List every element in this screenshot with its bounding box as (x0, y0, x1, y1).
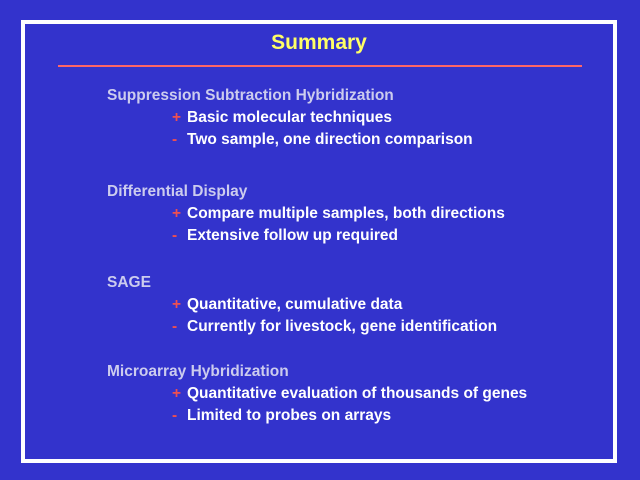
section-differential-display (107, 181, 607, 247)
section-heading: Microarray Hybridization (107, 363, 289, 380)
plus-icon: + (172, 385, 182, 402)
con-bullet (107, 316, 607, 338)
slide-title: Summary (271, 31, 367, 54)
con-text: Extensive follow up required (187, 227, 399, 244)
pro-text: Compare multiple samples, both directions (187, 205, 505, 222)
minus-icon: - (172, 227, 178, 244)
minus-icon: - (172, 131, 178, 148)
pro-bullet (107, 203, 607, 225)
section-suppression-subtraction-hybridization (107, 85, 607, 151)
plus-icon: + (172, 109, 182, 126)
section-heading: Differential Display (107, 183, 248, 200)
section-heading: SAGE (107, 274, 151, 291)
title-separator-line (58, 65, 582, 67)
con-bullet (107, 225, 607, 247)
pro-text: Quantitative evaluation of thousands of genes (187, 385, 528, 402)
minus-icon: - (172, 407, 178, 424)
section-heading: Suppression Subtraction Hybridization (107, 87, 394, 104)
plus-icon: + (172, 205, 182, 222)
con-bullet (107, 129, 607, 151)
con-text: Limited to probes on arrays (187, 407, 392, 424)
con-bullet (107, 405, 607, 427)
pro-bullet (107, 294, 607, 316)
con-text: Currently for livestock, gene identification (187, 318, 498, 335)
pro-bullet (107, 383, 607, 405)
minus-icon: - (172, 318, 178, 335)
pro-text: Quantitative, cumulative data (187, 296, 403, 313)
con-text: Two sample, one direction comparison (187, 131, 473, 148)
plus-icon: + (172, 296, 182, 313)
section-microarray-hybridization (107, 361, 607, 427)
section-sage (107, 272, 607, 338)
pro-text: Basic molecular techniques (187, 109, 393, 126)
pro-bullet (107, 107, 607, 129)
